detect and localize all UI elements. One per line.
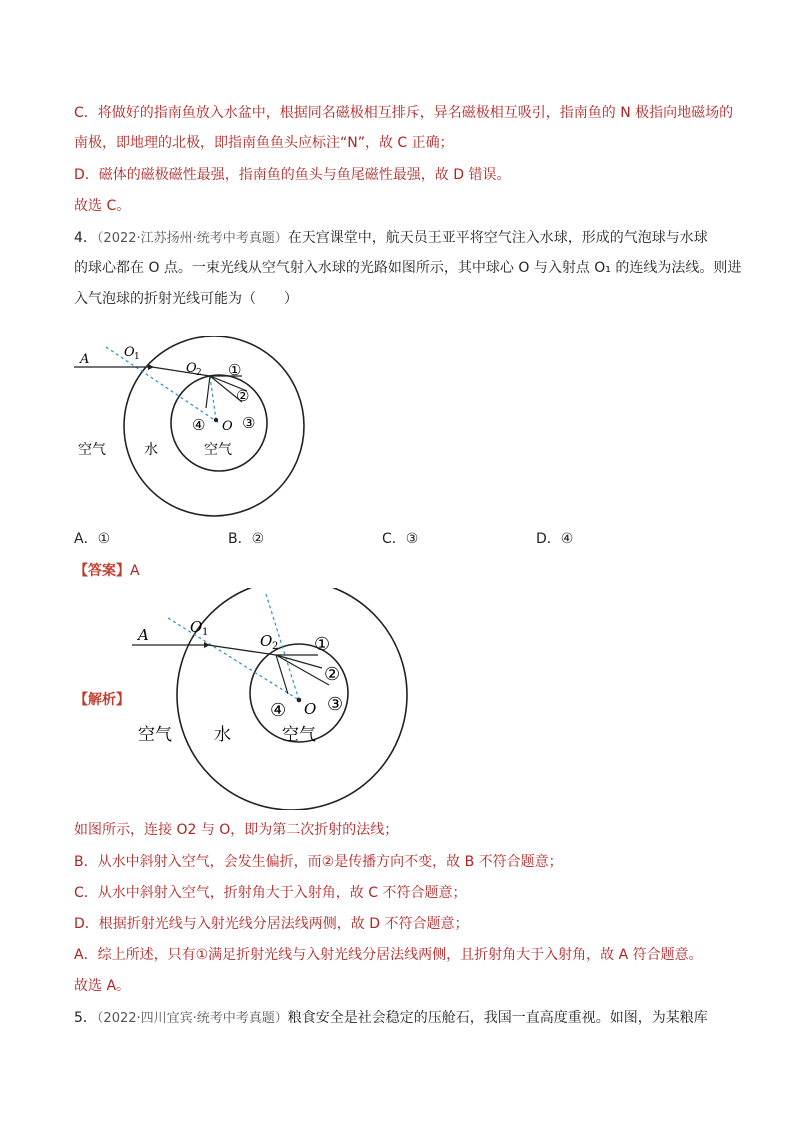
question-4-line3: 入气泡球的折射光线可能为（ ） — [74, 291, 298, 307]
ray-3-label: ③ — [242, 414, 256, 432]
option-c-mark: ③ — [405, 531, 419, 547]
label-o1: O — [190, 618, 203, 636]
analysis-line-b — [74, 853, 563, 871]
normal-line-1 — [168, 618, 299, 700]
question-number: 4． — [74, 230, 97, 246]
question-4-line2: 的球心都在 O 点。一束光线从空气射入水球的光路如图所示，其中球心 O 与入射点 O₁ 的连线为法线。则进 — [74, 260, 742, 276]
water-sphere-outline — [124, 336, 304, 516]
air-inner-label: 空气 — [204, 442, 232, 458]
option-c-key: C． — [382, 531, 406, 547]
question-figure — [64, 336, 364, 522]
question-5-line1 — [74, 1009, 708, 1028]
option-d-explanation: D．磁体的磁极磁性最强，指南鱼的鱼头与鱼尾磁性最强，故 D 错误。 — [74, 167, 511, 183]
label-o1: O — [124, 345, 135, 360]
option-c[interactable] — [382, 530, 418, 548]
water-sphere-outline — [177, 588, 407, 810]
option-c-explanation-line2: 南极，即地理的北极，即指南鱼鱼头应标注“N”，故 C 正确； — [74, 135, 454, 151]
water-label: 水 — [144, 442, 158, 458]
ray-1-label: ① — [314, 634, 331, 655]
air-outer-label: 空气 — [78, 442, 106, 458]
solution-figure — [124, 588, 424, 810]
ray-2 — [276, 655, 322, 668]
option-a-key: A． — [74, 531, 98, 547]
analysis-a-text: A．综上所述，只有 — [74, 947, 196, 963]
label-o2-sub: 2 — [196, 368, 202, 378]
label-o2-sub: 2 — [272, 641, 279, 652]
air-outer-label: 空气 — [138, 725, 172, 745]
answer-value: A — [130, 563, 140, 579]
ray-4-label: ④ — [192, 416, 206, 434]
option-d-key: D． — [536, 531, 561, 547]
ray-2-label: ② — [324, 664, 341, 685]
question-number: 5． — [74, 1010, 97, 1026]
answer-tag: 【答案】 — [74, 563, 130, 579]
previous-answer-choice: 故选 C。 — [74, 198, 131, 214]
analysis-tag: 【解析】 — [74, 692, 130, 708]
analysis-b-mark: ② — [321, 854, 335, 870]
question-4-line1 — [74, 229, 708, 248]
label-a: A — [80, 352, 90, 367]
option-b-mark: ② — [251, 531, 265, 547]
option-a[interactable] — [74, 530, 110, 548]
option-c-explanation-line1: C．将做好的指南鱼放入水盆中，根据同名磁极相互排斥，异名磁极相互吸引，指南鱼的 N 极指向地磁场的 — [74, 105, 734, 121]
option-b-key: B． — [228, 531, 252, 547]
ray-4 — [206, 376, 210, 408]
analysis-line-1: 如图所示，连接 O2 与 O，即为第二次折射的法线； — [74, 822, 399, 838]
label-o: O — [222, 419, 233, 434]
option-d-mark: ④ — [560, 531, 574, 547]
normal-line-1 — [106, 347, 219, 423]
label-o2: O — [186, 361, 197, 376]
analysis-line — [74, 691, 130, 709]
analysis-b-text-post: 是传播方向不变，故 B 不符合题意； — [334, 854, 563, 870]
analysis-choose: 故选 A。 — [74, 978, 131, 994]
label-o: O — [304, 700, 317, 718]
analysis-a-text-post: 满足折射光线与入射光线分居法线两侧，且折射角大于入射角，故 A 符合题意。 — [208, 947, 703, 963]
option-d[interactable] — [536, 530, 573, 548]
air-inner-label: 空气 — [282, 725, 316, 745]
analysis-line-c: C．从水中斜射入空气，折射角大于入射角，故 C 不符合题意； — [74, 885, 467, 901]
ray-2-label: ② — [236, 387, 250, 405]
answer-line — [74, 562, 140, 580]
ray-3-label: ③ — [327, 694, 344, 715]
center-point — [214, 418, 218, 422]
label-o1-sub: 1 — [134, 352, 140, 362]
question-source: （2022·四川宜宾·统考中考真题） — [96, 1011, 288, 1026]
label-o2: O — [260, 632, 273, 650]
question-source: （2022·江苏扬州·统考中考真题） — [96, 231, 288, 246]
analysis-line-d: D．根据折射光线与入射光线分居法线两侧，故 D 不符合题意； — [74, 916, 469, 932]
analysis-a-mark: ① — [195, 947, 209, 963]
question-text: 在天宫课堂中，航天员王亚平将空气注入水球，形成的气泡球与水球 — [287, 230, 708, 246]
question-text: 粮食安全是社会稳定的压舱石，我国一直高度重视。如图，为某粮库 — [287, 1010, 708, 1026]
ray-4-label: ④ — [270, 700, 287, 721]
analysis-b-text: B．从水中斜射入空气，会发生偏折，而 — [74, 854, 322, 870]
analysis-line-a — [74, 946, 703, 964]
option-b[interactable] — [228, 530, 264, 548]
ray-1-label: ① — [228, 361, 242, 379]
water-label: 水 — [214, 725, 231, 745]
center-point — [297, 698, 302, 703]
label-o1-sub: 1 — [202, 627, 209, 638]
label-a: A — [138, 626, 149, 644]
normal-line-2 — [210, 376, 216, 420]
option-a-mark: ① — [97, 531, 111, 547]
